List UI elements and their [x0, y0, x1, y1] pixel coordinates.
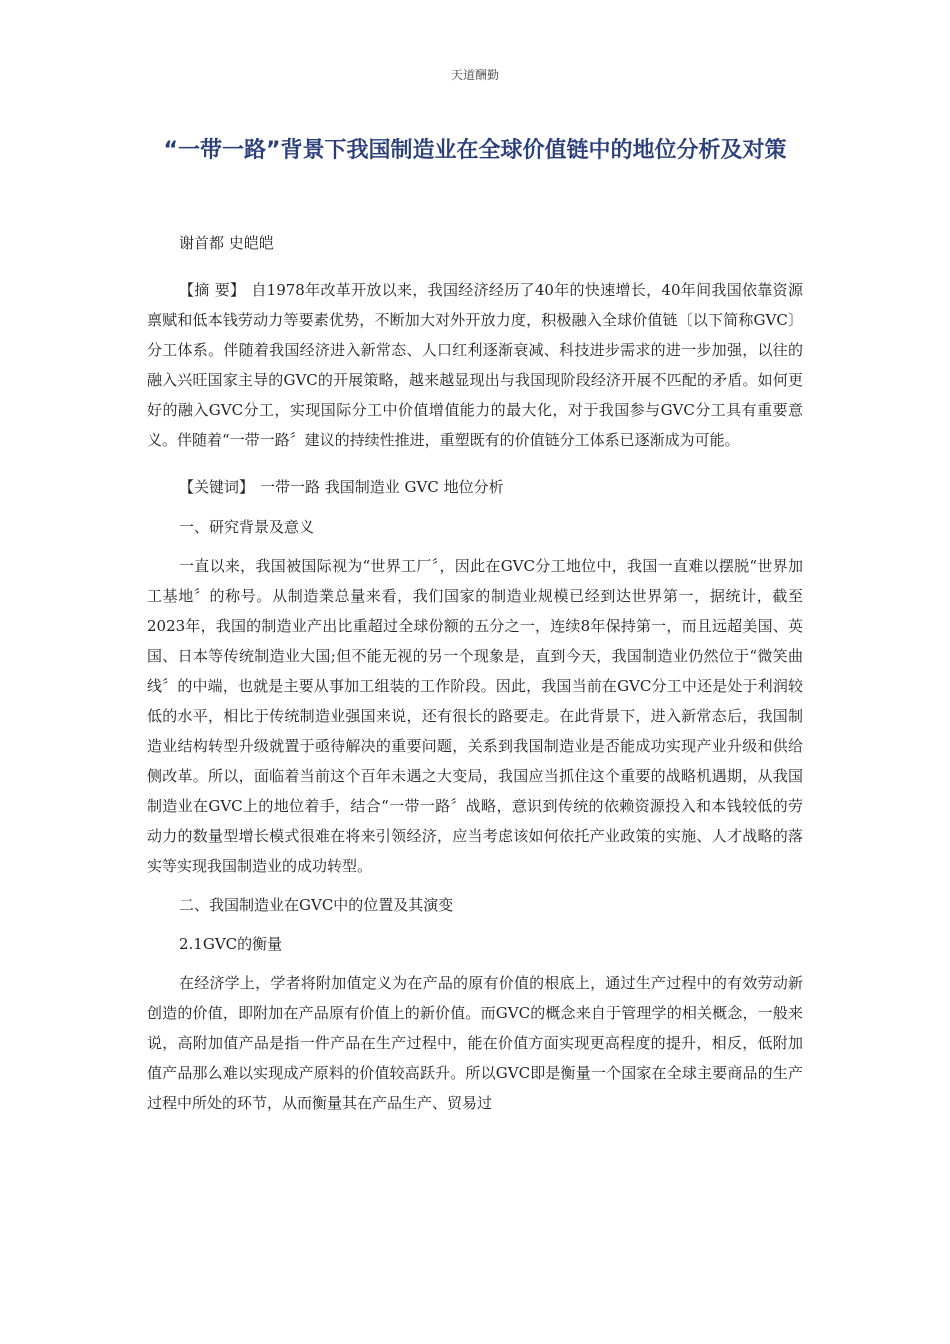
section-1-paragraph: 一直以来，我国被国际视为“世界工厂〞，因此在GVC分工地位中，我国一直难以摆脱“世界加工基地〞的称号。从制造業总量来看，我们国家的制造业规模已经到达世界第一，据统计，截至2023年，我国的制造业产出比重超过全球份额的五分之一，连续8年保持第一，而且远超美国、英国、日本等传统制造业大国;但不能无视的另一个现象是，直到今天，我国制造业仍然位于“微笑曲线〞的中端，也就是主要从事加工组装的工作阶段。因此，我国当前在GVC分工中还是处于利润较低的水平，相比于传统制造业强国来说，还有很长的路要走。在此背景下，进入新常态后，我国制造业结构转型升级就置于亟待解决的重要问题，关系到我国制造业是否能成功实现产业升级和供给侧改革。所以，面临着当前这个百年未遇之大变局，我国应当抓住这个重要的战略机遇期，从我国制造业在GVC上的地位着手，结合“一带一路〞战略，意识到传统的依赖资源投入和本钱较低的劳动力的数量型增长模式很难在将来引领经济，应当考虑该如何依托产业政策的实施、人才战略的落实等实现我国制造业的成功转型。: [147, 557, 803, 875]
document-body: [147, 228, 803, 1127]
keywords-label: 【关键词】: [179, 478, 255, 496]
abstract-label: 【摘 要】: [179, 281, 246, 299]
keywords-text: 一带一路 我国制造业 GVC 地位分析: [260, 478, 504, 496]
section-1-heading: 一、研究背景及意义: [179, 518, 315, 536]
keywords: [147, 472, 803, 502]
section-2-heading: 二、我国制造业在GVC中的位置及其演变: [179, 896, 454, 914]
abstract-text: 自1978年改革开放以来，我国经济经历了40年的快速增长，40年间我国依靠资源禀赋和低本钱劳动力等要素优势，不断加大对外开放力度，积极融入全球价值链〔以下简称GVC〕分工体系。伴随着我国经济进入新常态、人口红利逐渐衰减、科技进步需求的进一步加强，以往的融入兴旺国家主导的GVC的开展策略，越来越显现出与我国现阶段经济开展不匹配的矛盾。如何更好的融入GVC分工，实现国际分工中价值增值能力的最大化，对于我国参与GVC分工具有重要意义。伴随着“一带一路〞建议的持续性推进，重塑既有的价值链分工体系已逐渐成为可能。: [147, 281, 803, 449]
abstract: [147, 275, 803, 455]
authors: 谢首都 史皑皑: [179, 234, 274, 252]
page-header: 天道酬勤: [450, 68, 499, 82]
document-title: “一带一路”背景下我国制造业在全球价值链中的地位分析及对策: [163, 138, 787, 163]
section-2-1-heading: 2.1GVC的衡量: [179, 935, 283, 953]
section-2-1-paragraph: 在经济学上，学者将附加值定义为在产品的原有价值的根底上，通过生产过程中的有效劳动新创造的价值，即附加在产品原有价值上的新价值。而GVC的概念来自于管理学的相关概念，一般来说，高附加值产品是指一件产品在生产过程中，能在价值方面实现更高程度的提升，相反，低附加值产品那么难以实现成产原料的价值较高跃升。所以GVC即是衡量一个国家在全球主要商品的生产过程中所处的环节，从而衡量其在产品生产、贸易过: [147, 974, 803, 1112]
